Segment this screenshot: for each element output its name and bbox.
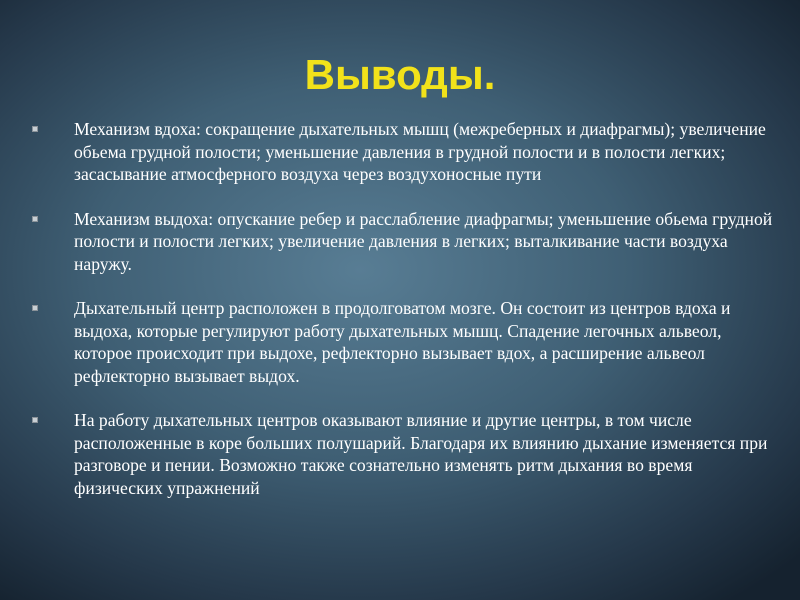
bullet-item <box>30 118 775 186</box>
slide-title: Выводы. <box>304 51 496 98</box>
bullet-item <box>30 409 775 499</box>
bullet-text: Дыхательный центр расположен в продолговатом мозге. Он состоит из центров вдоха и выдоха, которые регулируют работу дыхательных мышц. Спадение легочных альвеол, которое происходит при выдохе, рефлекторно вызывает вдох, а расширение альвеол рефлекторно вызывает выдох. <box>74 298 731 386</box>
bullet-text: На работу дыхательных центров оказывают влияние и другие центры, в том числе расположенные в коре больших полушарий. Благодаря их влиянию дыхание изменяется при разговоре и пении. Возможно также сознательно изменять ритм дыхания во время физических упражнений <box>74 410 768 498</box>
bullet-text: Механизм вдоха: сокращение дыхательных мышц (межреберных и диафрагмы); увеличение обьема грудной полости; уменьшение давления в грудной полости и в полости легких; засасывание атмосферного воздуха через воздухоносные пути <box>74 119 766 184</box>
bullet-list <box>30 118 775 521</box>
bullet-item <box>30 208 775 276</box>
square-bullet-icon <box>32 126 38 132</box>
bullet-text: Механизм выдоха: опускание ребер и расслабление диафрагмы; уменьшение обьема грудной полости и полости легких; увеличение давления в легких; выталкивание части воздуха наружу. <box>74 208 773 274</box>
square-bullet-icon <box>32 216 38 222</box>
square-bullet-icon <box>32 305 38 311</box>
bullet-item <box>30 297 775 387</box>
square-bullet-icon <box>32 417 38 423</box>
